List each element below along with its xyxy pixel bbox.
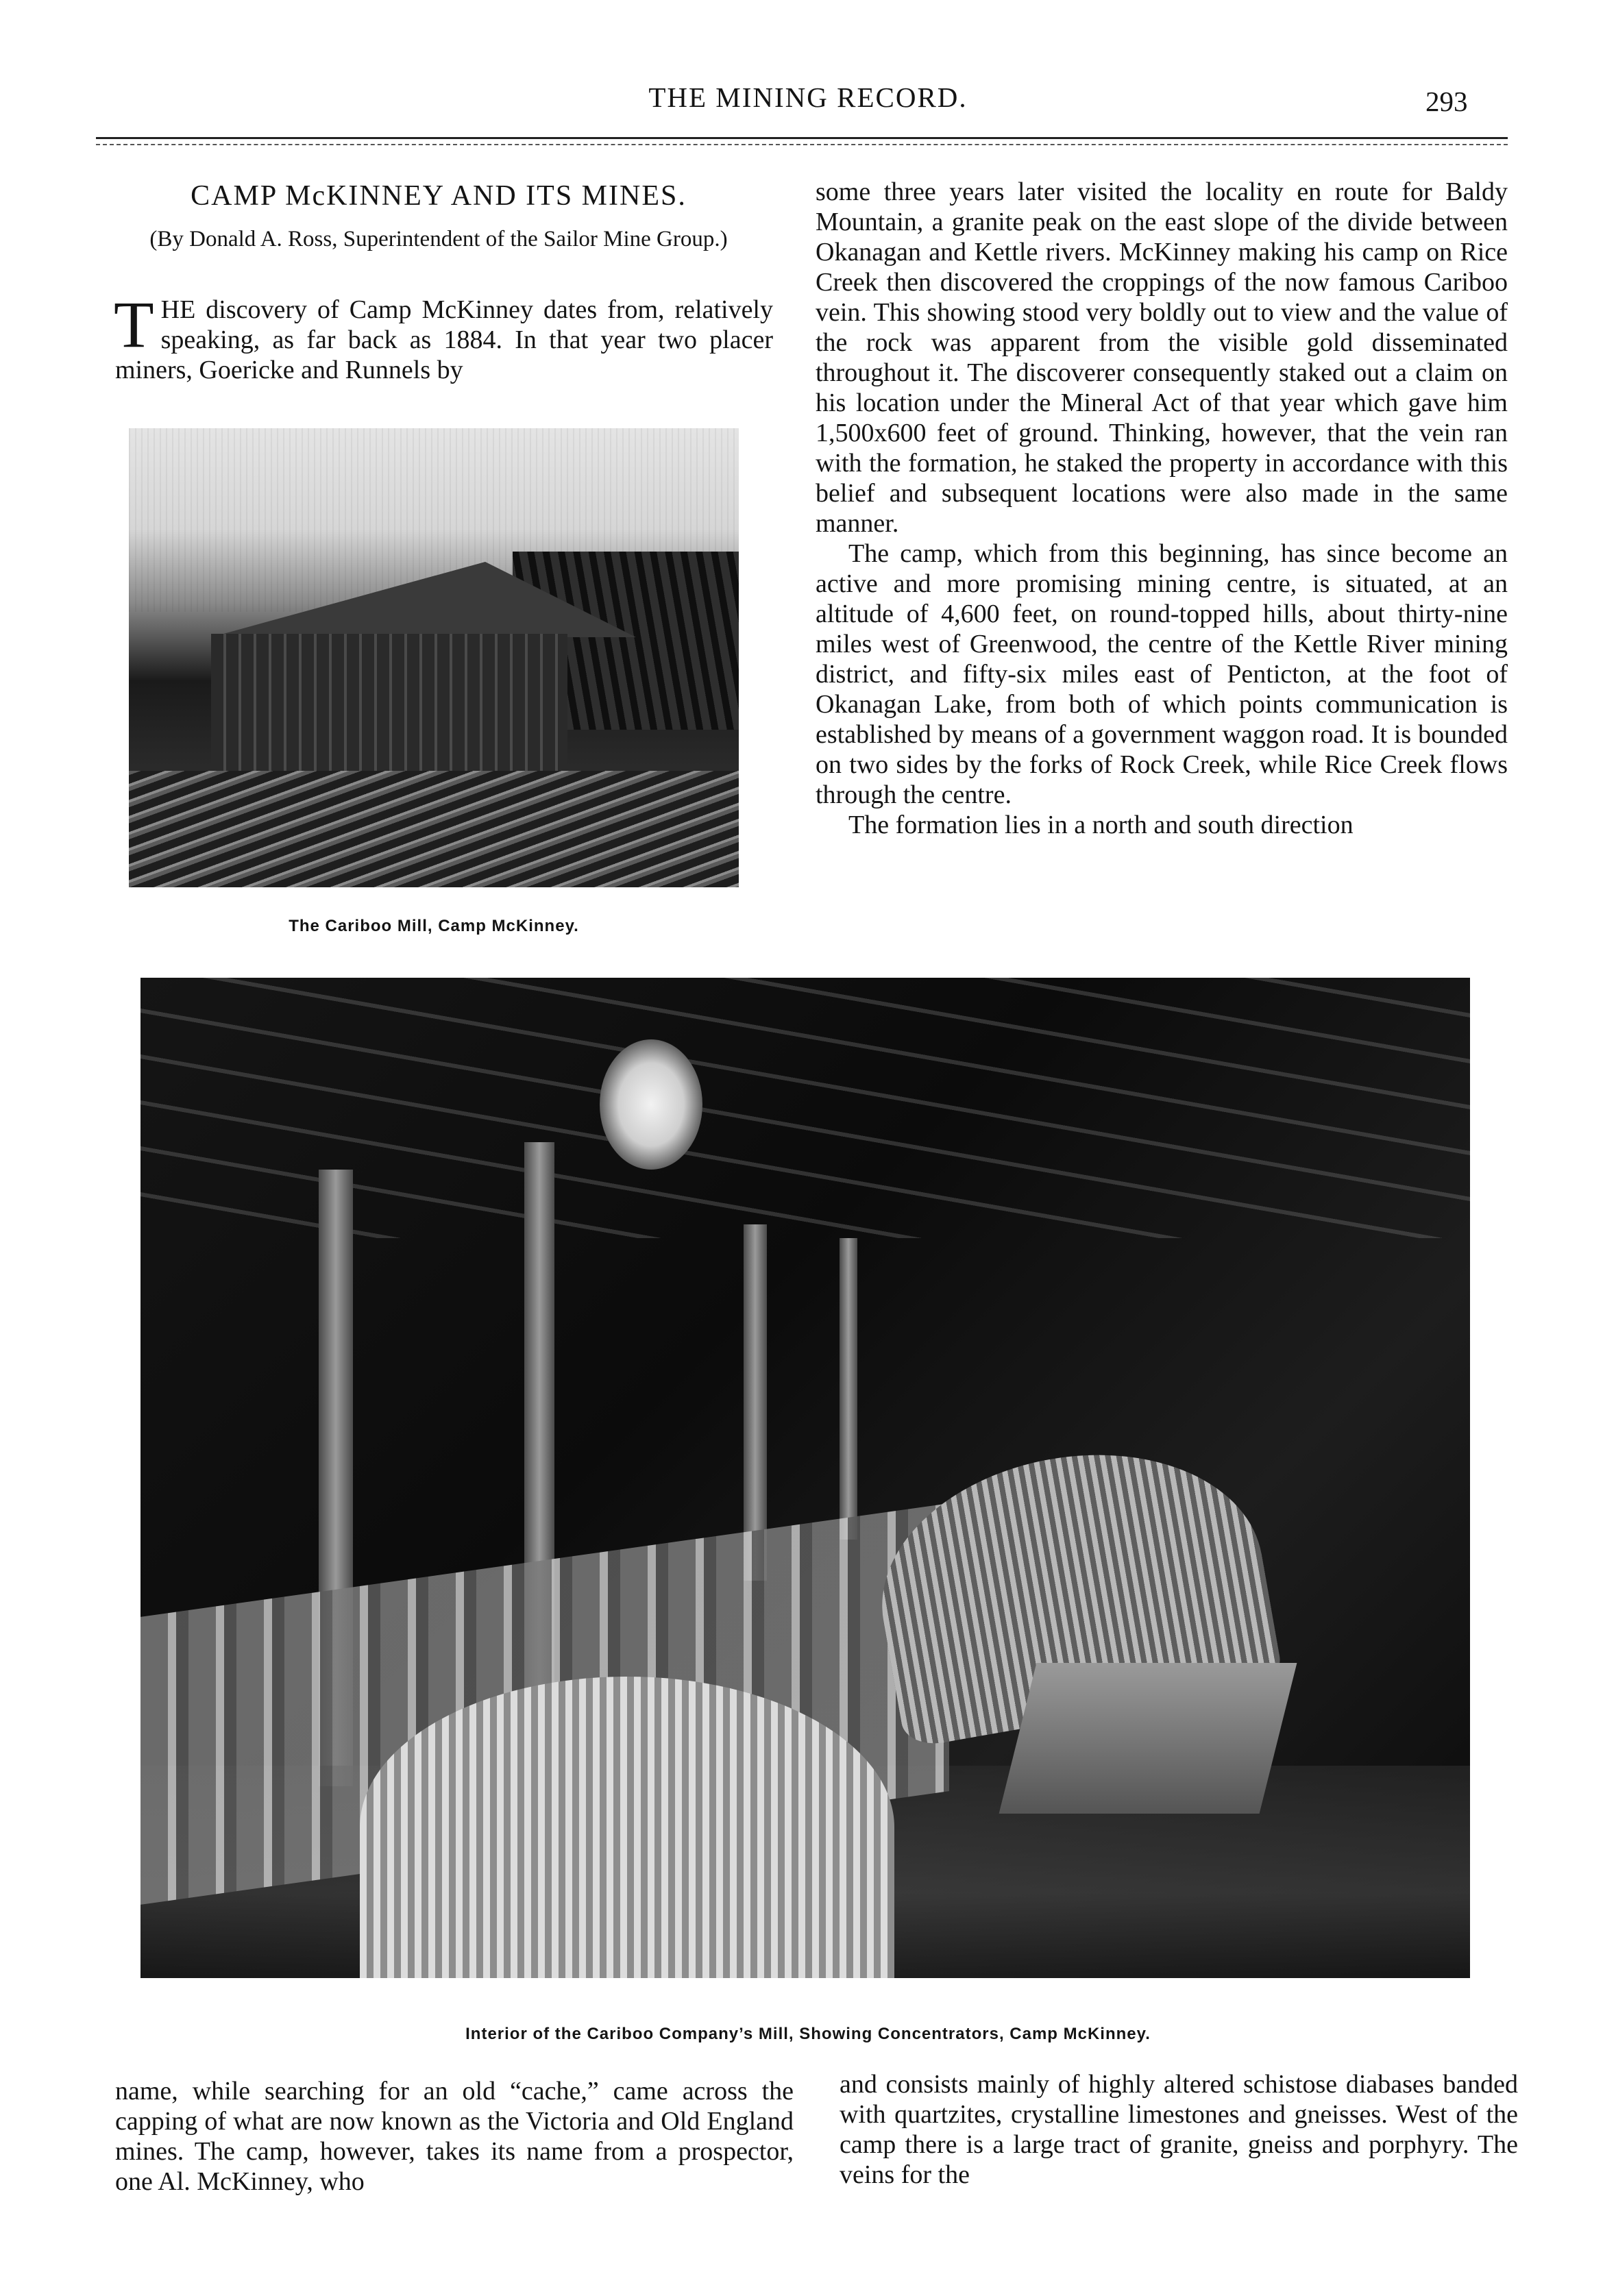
mill-interior-caption: Interior of the Cariboo Company’s Mill, Showing Concentrators, Camp McKinney. (465, 2025, 1151, 2043)
paragraph: and consists mainly of highly altered schistose diabases banded with quartzites, crystalline limestones and gneisses. West of the camp there is a large tract of granite, gneiss and porphyry. The veins for the (840, 2070, 1518, 2189)
cariboo-mill-caption: The Cariboo Mill, Camp McKinney. (289, 917, 579, 935)
header-rule (96, 137, 1508, 139)
header-rule-secondary (96, 144, 1508, 145)
paragraph: The formation lies in a north and south direction (848, 811, 1354, 839)
article-title: CAMP McKINNEY AND ITS MINES. (191, 180, 687, 212)
running-header-title: THE MINING RECORD. (648, 82, 968, 113)
paragraph: some three years later visited the locality en route for Baldy Mountain, a granite peak on the east slope of the divide between Okanagan and Kettle rivers. McKinney making his camp on Rice Creek then discovered the croppings of the now famous Cariboo vein. This showing stood very boldly out to view and the value of the rock was apparent from the visible gold disseminated throughout it. The discoverer consequently staked out a claim on his location under the Mineral Act of that year which gave him 1,500x600 feet of ground. Thinking, however, that the vein ran with the formation, he staked the property in accordance with this belief and subsequent locations were also made in the same manner. (816, 177, 1508, 538)
bottom-left-column (115, 2076, 794, 2197)
right-column-text (816, 177, 1508, 840)
article-byline: (By Donald A. Ross, Superintendent of the Sailor Mine Group.) (149, 227, 728, 251)
left-column-intro (114, 288, 773, 385)
bottom-right-column (840, 2069, 1518, 2190)
paragraph: The camp, which from this beginning, has since become an active and more promising mining centre, is situated, at an altitude of 4,600 feet, on round-topped hills, about thirty-nine miles west of Greenwood, the centre of the Kettle River mining district, and fifty-six miles east of Penticton, at the foot of Okanagan Lake, from both of which points communication is established by means of a government waggon road. It is bounded on two sides by the forks of Rock Creek, while Rice Creek flows through the centre. (816, 539, 1508, 809)
cariboo-mill-photo (129, 428, 739, 887)
paragraph: name, while searching for an old “cache,” came across the capping of what are now known as the Victoria and Old England mines. The camp, however, takes its name from a prospector, one Al. McKinney, who (115, 2077, 794, 2196)
mill-interior-photo (140, 978, 1470, 1978)
drop-cap: T (114, 288, 154, 361)
intro-paragraph: HE discovery of Camp McKinney dates from, relatively speaking, as far back as 1884. In that year two placer miners, Goericke and Runnels by (115, 295, 773, 384)
page-number: 293 (1425, 86, 1468, 117)
